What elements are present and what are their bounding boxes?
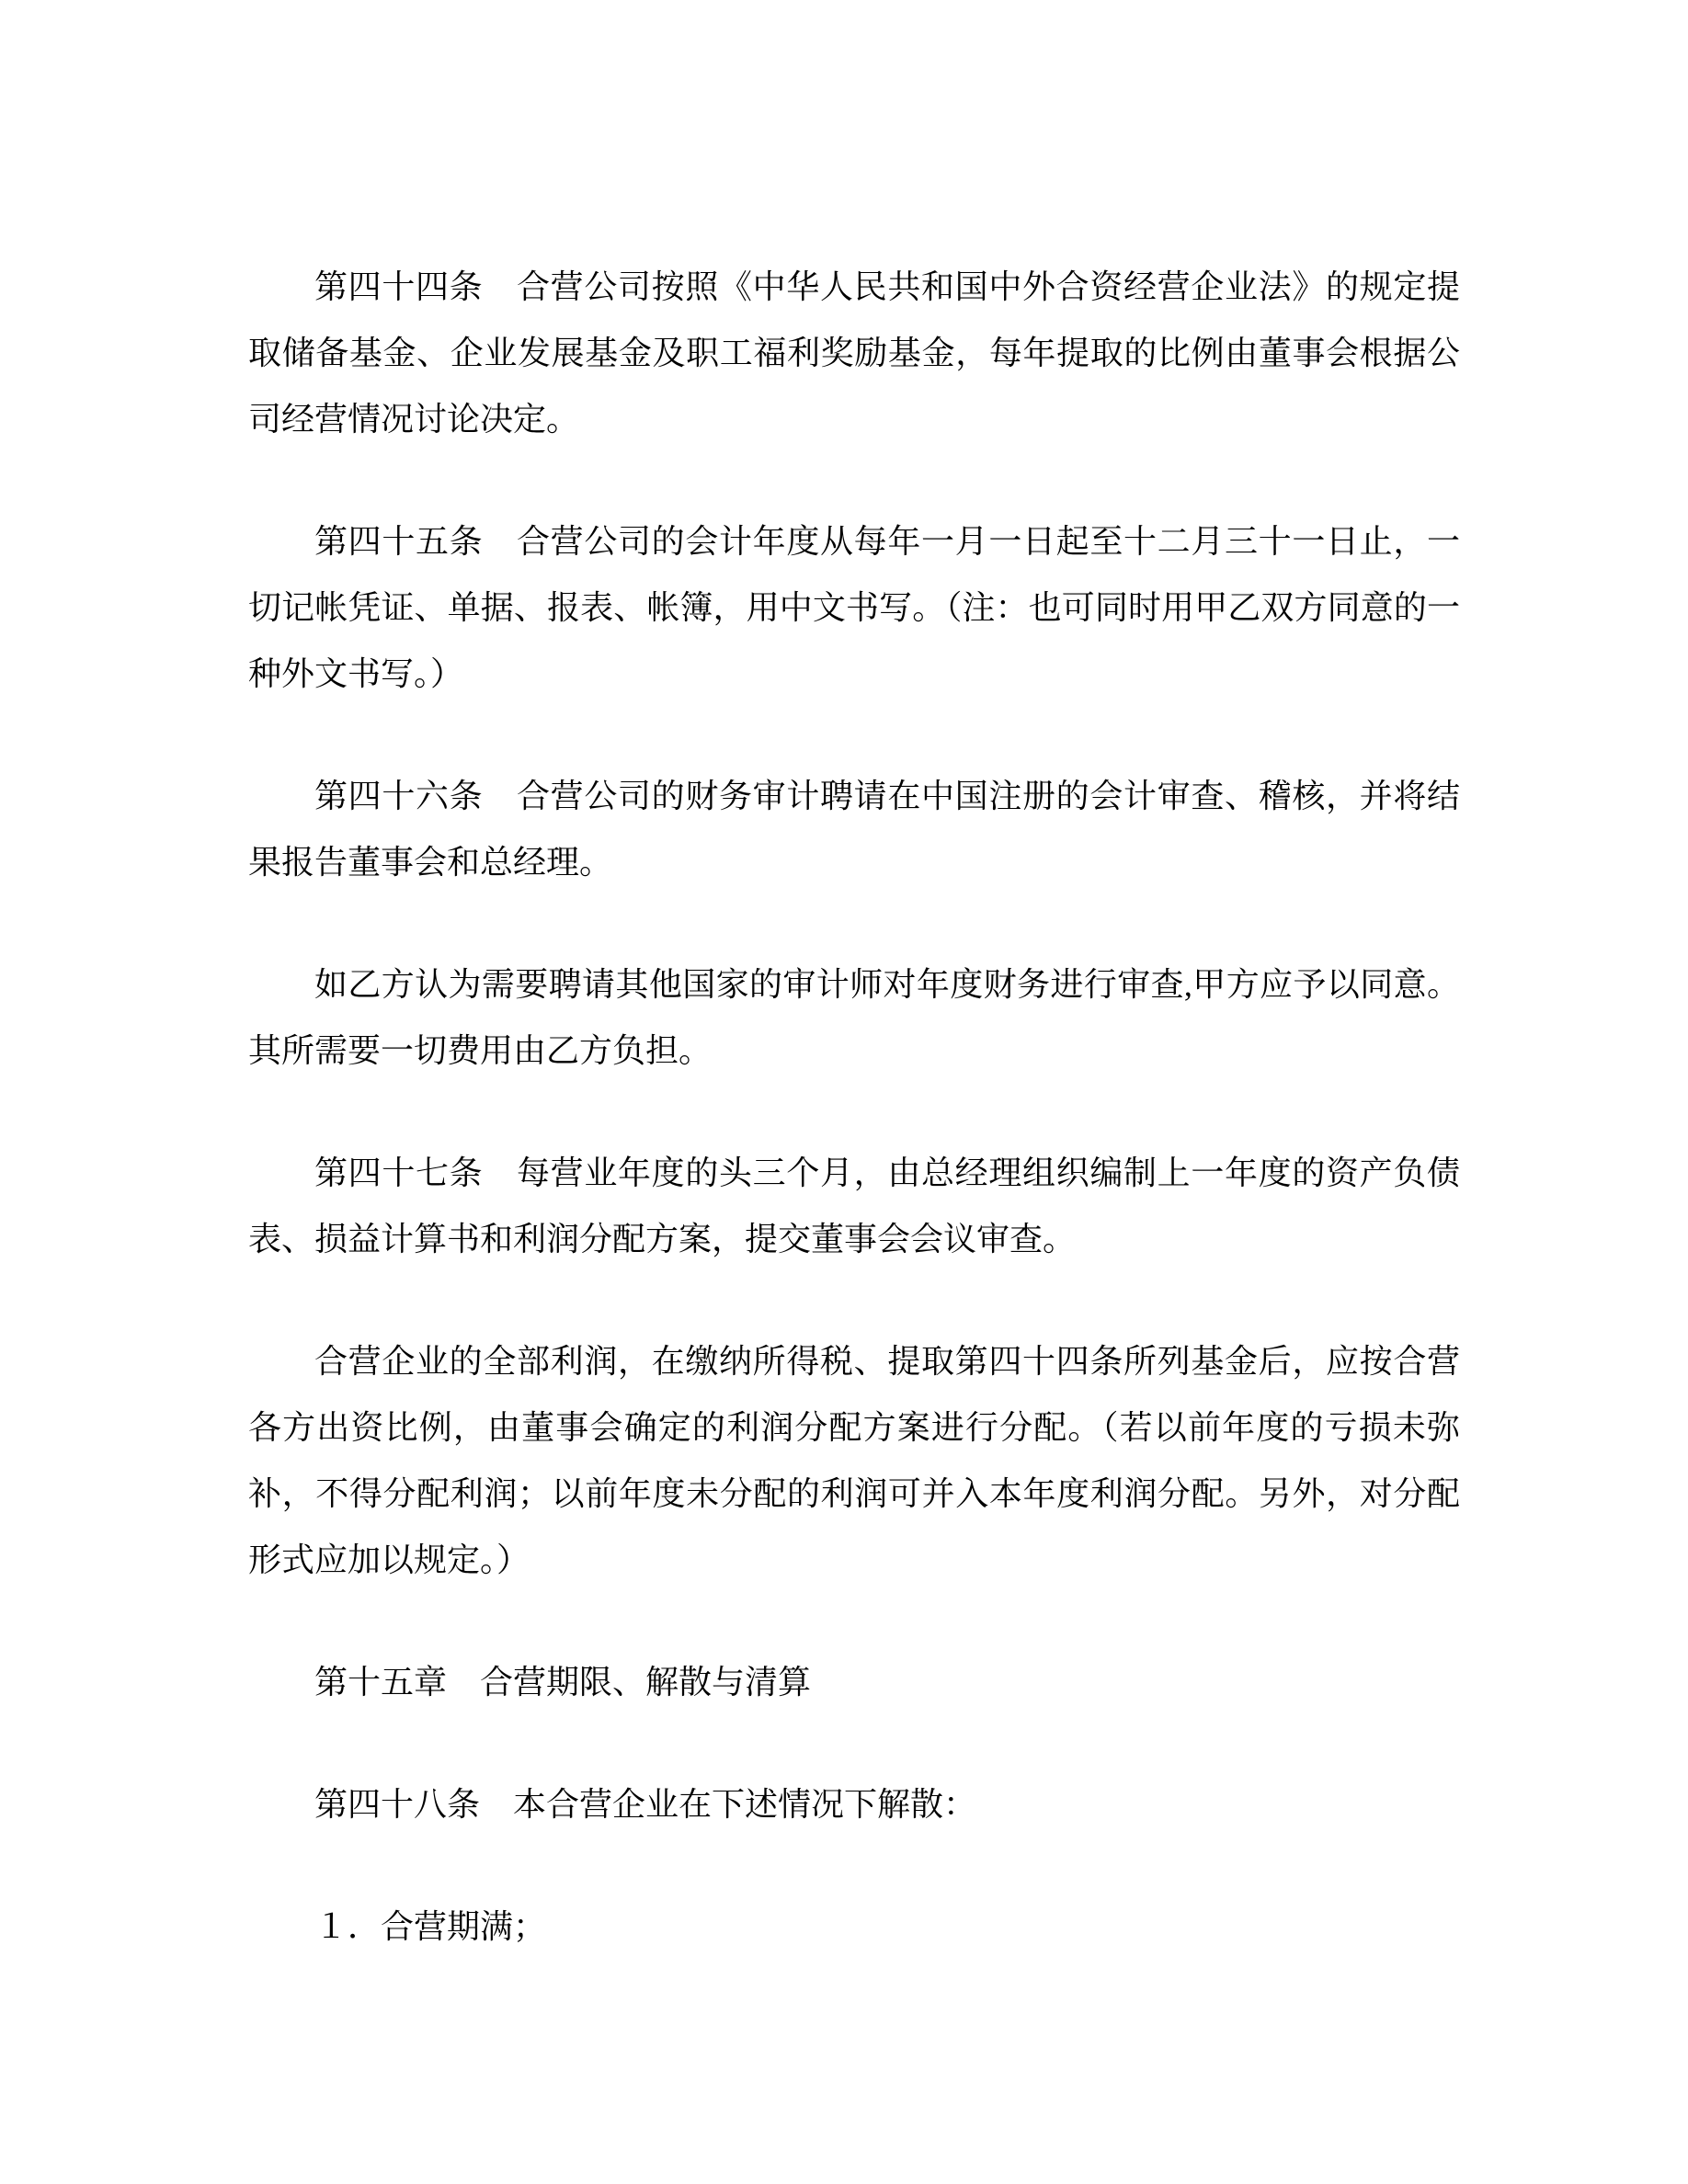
article-44-paragraph: 第四十四条 合营公司按照《中华人民共和国中外合资经营企业法》的规定提取储备基金、企业发展基金及职工福利奖励基金，每年提取的比例由董事会根据公司经营情况讨论决定。	[248, 268, 1460, 438]
audit-consent-paragraph: 如乙方认为需要聘请其他国家的审计师对年度财务进行审查,甲方应予以同意。其所需要一切费用由乙方负担。	[248, 966, 1460, 1069]
dissolution-list-item-1: １．合营期满；	[314, 1908, 547, 1945]
document-body	[248, 254, 1460, 1960]
article-46-paragraph: 第四十六条 合营公司的财务审计聘请在中国注册的会计审查、稽核，并将结果报告董事会和总经理。	[248, 778, 1460, 881]
article-45-paragraph: 第四十五条 合营公司的会计年度从每年一月一日起至十二月三十一日止，一切记帐凭证、单据、报表、帐簿，用中文书写。（注：也可同时用甲乙双方同意的一种外文书写。）	[248, 523, 1460, 692]
article-48-paragraph: 第四十八条 本合营企业在下述情况下解散：	[314, 1786, 977, 1823]
profit-distribution-paragraph: 合营企业的全部利润，在缴纳所得税、提取第四十四条所列基金后，应按合营各方出资比例，由董事会确定的利润分配方案进行分配。（若以前年度的亏损未弥补，不得分配利润；以前年度未分配的利润可并入本年度利润分配。另外，对分配形式应加以规定。）	[248, 1343, 1460, 1578]
chapter-15-heading: 第十五章 合营期限、解散与清算	[314, 1664, 812, 1701]
article-47-paragraph: 第四十七条 每营业年度的头三个月，由总经理组织编制上一年度的资产负债表、损益计算书和利润分配方案，提交董事会会议审查。	[248, 1155, 1460, 1257]
